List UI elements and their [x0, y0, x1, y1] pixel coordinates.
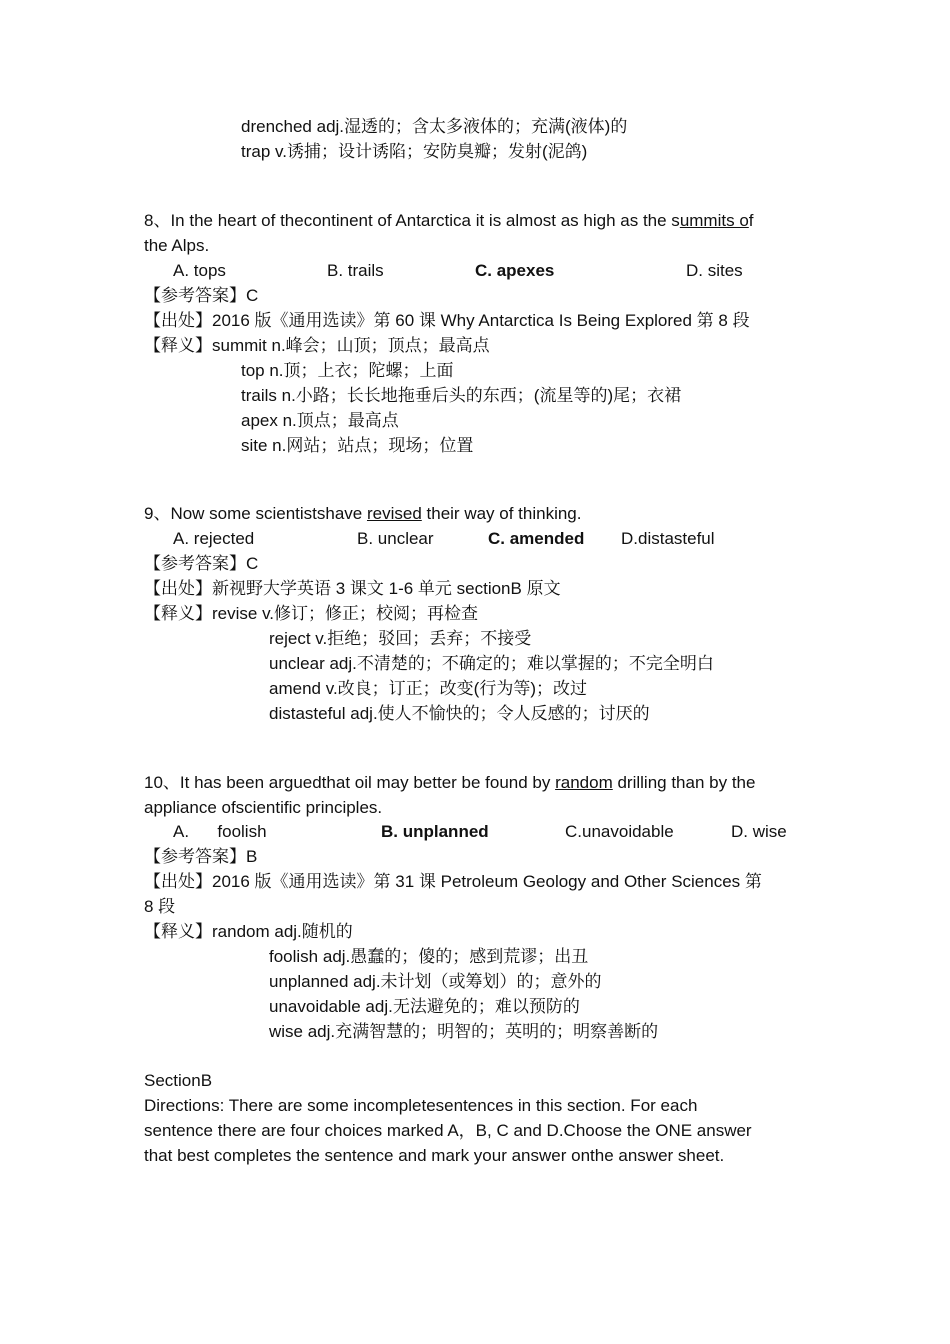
q8-option-b: B. trails	[327, 261, 384, 280]
q9-underlined-word: revised	[366, 504, 422, 523]
q8-option-a: A. tops	[173, 261, 226, 280]
q10-option-a: A. foolish	[173, 822, 267, 841]
section-b-title: SectionB	[144, 1071, 213, 1090]
q8-gloss-item: apex n.顶点；最高点	[241, 411, 399, 430]
q8-stem-line2: the Alps.	[144, 236, 210, 255]
q8-stem-post: f	[748, 211, 754, 230]
q9-source: 【出处】新视野大学英语 3 课文 1-6 单元 sectionB 原文	[144, 579, 561, 598]
q8-stem-pre: 8、In the heart of thecontinent of Antarctica it is almost as high as the s	[144, 211, 680, 230]
q10-stem-pre: 10、It has been arguedthat oil may better be found by	[144, 773, 556, 792]
q10-underlined-word: random	[555, 773, 613, 792]
q10-gloss-head: 【释义】random adj.随机的	[144, 922, 353, 941]
q10-source: 【出处】2016 版《通用选读》第 31 课 Petroleum Geology and Other Sciences 第	[144, 872, 762, 891]
q10-stem-line2: appliance ofscientific principles.	[144, 798, 383, 817]
q8-gloss-item: site n.网站；站点；现场；位置	[241, 436, 474, 455]
q10-answer: 【参考答案】B	[144, 847, 258, 866]
q10-gloss-item: wise adj.充满智慧的；明智的；英明的；明察善断的	[269, 1022, 659, 1041]
q10-stem	[144, 770, 755, 795]
gloss-drenched: drenched adj.湿透的；含太多液体的；充满(液体)的	[241, 117, 628, 136]
q10-option-b-correct: B. unplanned	[381, 822, 489, 841]
q9-option-b: B. unclear	[357, 529, 434, 548]
q9-stem-pre: 9、Now some scientistshave	[144, 504, 367, 523]
q9-gloss-item: distasteful adj.使人不愉快的；令人反感的；讨厌的	[269, 704, 650, 723]
q9-gloss-head: 【释义】revise v.修订；修正；校阅；再检查	[144, 604, 479, 623]
q8-answer: 【参考答案】C	[144, 286, 259, 305]
q9-stem	[144, 501, 582, 526]
q10-source-line2: 8 段	[144, 897, 176, 916]
q9-gloss-item: reject v.拒绝；驳回；丢弃；不接受	[269, 629, 532, 648]
q9-answer: 【参考答案】C	[144, 554, 259, 573]
q10-option-c: C.unavoidable	[565, 822, 674, 841]
q10-stem-post: drilling than by the	[612, 773, 756, 792]
q8-option-d: D. sites	[686, 261, 743, 280]
q8-gloss-item: top n.顶；上衣；陀螺；上面	[241, 361, 454, 380]
q9-gloss-item: unclear adj.不清楚的；不确定的；难以掌握的；不完全明白	[269, 654, 714, 673]
section-b-directions-line: sentence there are four choices marked A，B, C and D.Choose the ONE answer	[144, 1121, 752, 1140]
section-b-directions-line: that best completes the sentence and mark your answer onthe answer sheet.	[144, 1146, 725, 1165]
q8-gloss-head: 【释义】summit n.峰会；山顶；顶点；最高点	[144, 336, 490, 355]
gloss-trap: trap v.诱捕；设计诱陷；安防臭瓣；发射(泥鸽)	[241, 142, 588, 161]
q8-stem	[144, 208, 754, 233]
q9-option-d: D.distasteful	[621, 529, 715, 548]
q10-gloss-item: unplanned adj.未计划（或筹划）的；意外的	[269, 972, 602, 991]
section-b-directions-line: Directions: There are some incompletesentences in this section. For each	[144, 1096, 698, 1115]
q9-stem-post: their way of thinking.	[421, 504, 582, 523]
q10-gloss-item: foolish adj.愚蠢的；傻的；感到荒谬；出丑	[269, 947, 589, 966]
q8-underlined-word: ummits o	[679, 211, 749, 230]
q9-gloss-item: amend v.改良；订正；改变(行为等)；改过	[269, 679, 587, 698]
q8-gloss-item: trails n.小路；长长地拖垂后头的东西；(流星等的)尾；衣裙	[241, 386, 682, 405]
q9-option-a: A. rejected	[173, 529, 255, 548]
q8-source: 【出处】2016 版《通用选读》第 60 课 Why Antarctica Is Being Explored 第 8 段	[144, 311, 750, 330]
q9-option-c-correct: C. amended	[488, 529, 585, 548]
q8-option-c-correct: C. apexes	[475, 261, 555, 280]
q10-option-d: D. wise	[731, 822, 787, 841]
q10-gloss-item: unavoidable adj.无法避免的；难以预防的	[269, 997, 580, 1016]
